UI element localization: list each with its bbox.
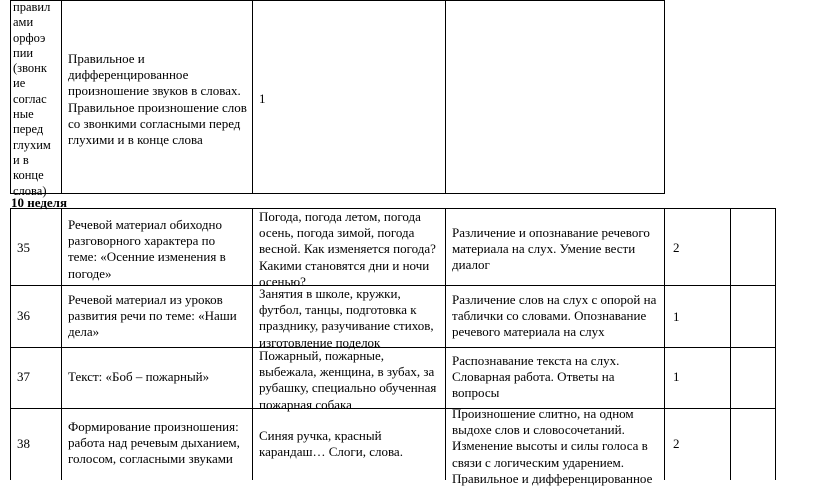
cell-hours: 1: [259, 91, 266, 106]
cell-topic: правил ами орфоэ пии (звонк ие соглас ные перед глухим и в конце слова): [13, 0, 51, 198]
table-border: [10, 0, 11, 194]
row-topic: Формирование произношения: работа над речевым дыханием, голосом, согласными звуками: [68, 419, 240, 467]
row-material: Погода, погода летом, погода осень, погода зимой, погода весной. Как изменяется погода? Какими становятся дни и ночи осенью?: [259, 209, 436, 289]
row-hours: 1: [673, 369, 680, 384]
week-label: 10 неделя: [11, 195, 68, 210]
row-number: 36: [17, 308, 30, 323]
row-topic: Текст: «Боб – пожарный»: [68, 369, 210, 384]
table-border: [10, 193, 665, 194]
row-number: 35: [17, 240, 30, 255]
table-border: [775, 208, 776, 480]
row-activities: Различение слов на слух с опорой на таблички со словами. Опознавание речевого материала на слух: [452, 292, 657, 340]
row-number: 37: [17, 369, 30, 384]
table-border: [664, 208, 665, 480]
row-activities: Произношение слитно, на одном выдохе слов и словосочетаний. Изменение высоты и силы голоса в связи с логическим ударением. Правильное и дифференцированное: [452, 406, 653, 486]
row-activities: Распознавание текста на слух. Словарная работа. Ответы на вопросы: [452, 353, 620, 401]
row-material: Занятия в школе, кружки, футбол, танцы, подготовка к празднику, разучивание стихов, изготовление поделок: [259, 286, 434, 350]
row-topic: Речевой материал обиходно разговорного характера по теме: «Осенние изменения в погоде»: [68, 217, 226, 281]
table-border: [61, 208, 62, 480]
cell-content: Правильное и дифференцированное произношение звуков в словах. Правильное произношение слов со звонкими согласными перед глухими и в конце слова: [68, 51, 247, 148]
table-border: [730, 208, 731, 480]
table-border: [252, 0, 253, 194]
table-border: [10, 0, 665, 1]
row-hours: 1: [673, 309, 680, 324]
row-material: Пожарный, пожарные, выбежала, женщина, в зубах, за рубашку, специально обученная пожарная собака: [259, 348, 437, 412]
row-number: 38: [17, 436, 30, 451]
row-hours: 2: [673, 436, 680, 451]
table-border: [664, 0, 665, 194]
table-border: [61, 0, 62, 194]
table-border: [445, 208, 446, 480]
row-material: Синяя ручка, красный карандаш… Слоги, слова.: [259, 428, 403, 460]
row-hours: 2: [673, 240, 680, 255]
table-border: [445, 0, 446, 194]
row-activities: Различение и опознавание речевого материала на слух. Умение вести диалог: [452, 225, 650, 273]
table-border: [10, 208, 11, 480]
row-topic: Речевой материал из уроков развития речи по теме: «Наши дела»: [68, 292, 237, 340]
table-border: [252, 208, 253, 480]
